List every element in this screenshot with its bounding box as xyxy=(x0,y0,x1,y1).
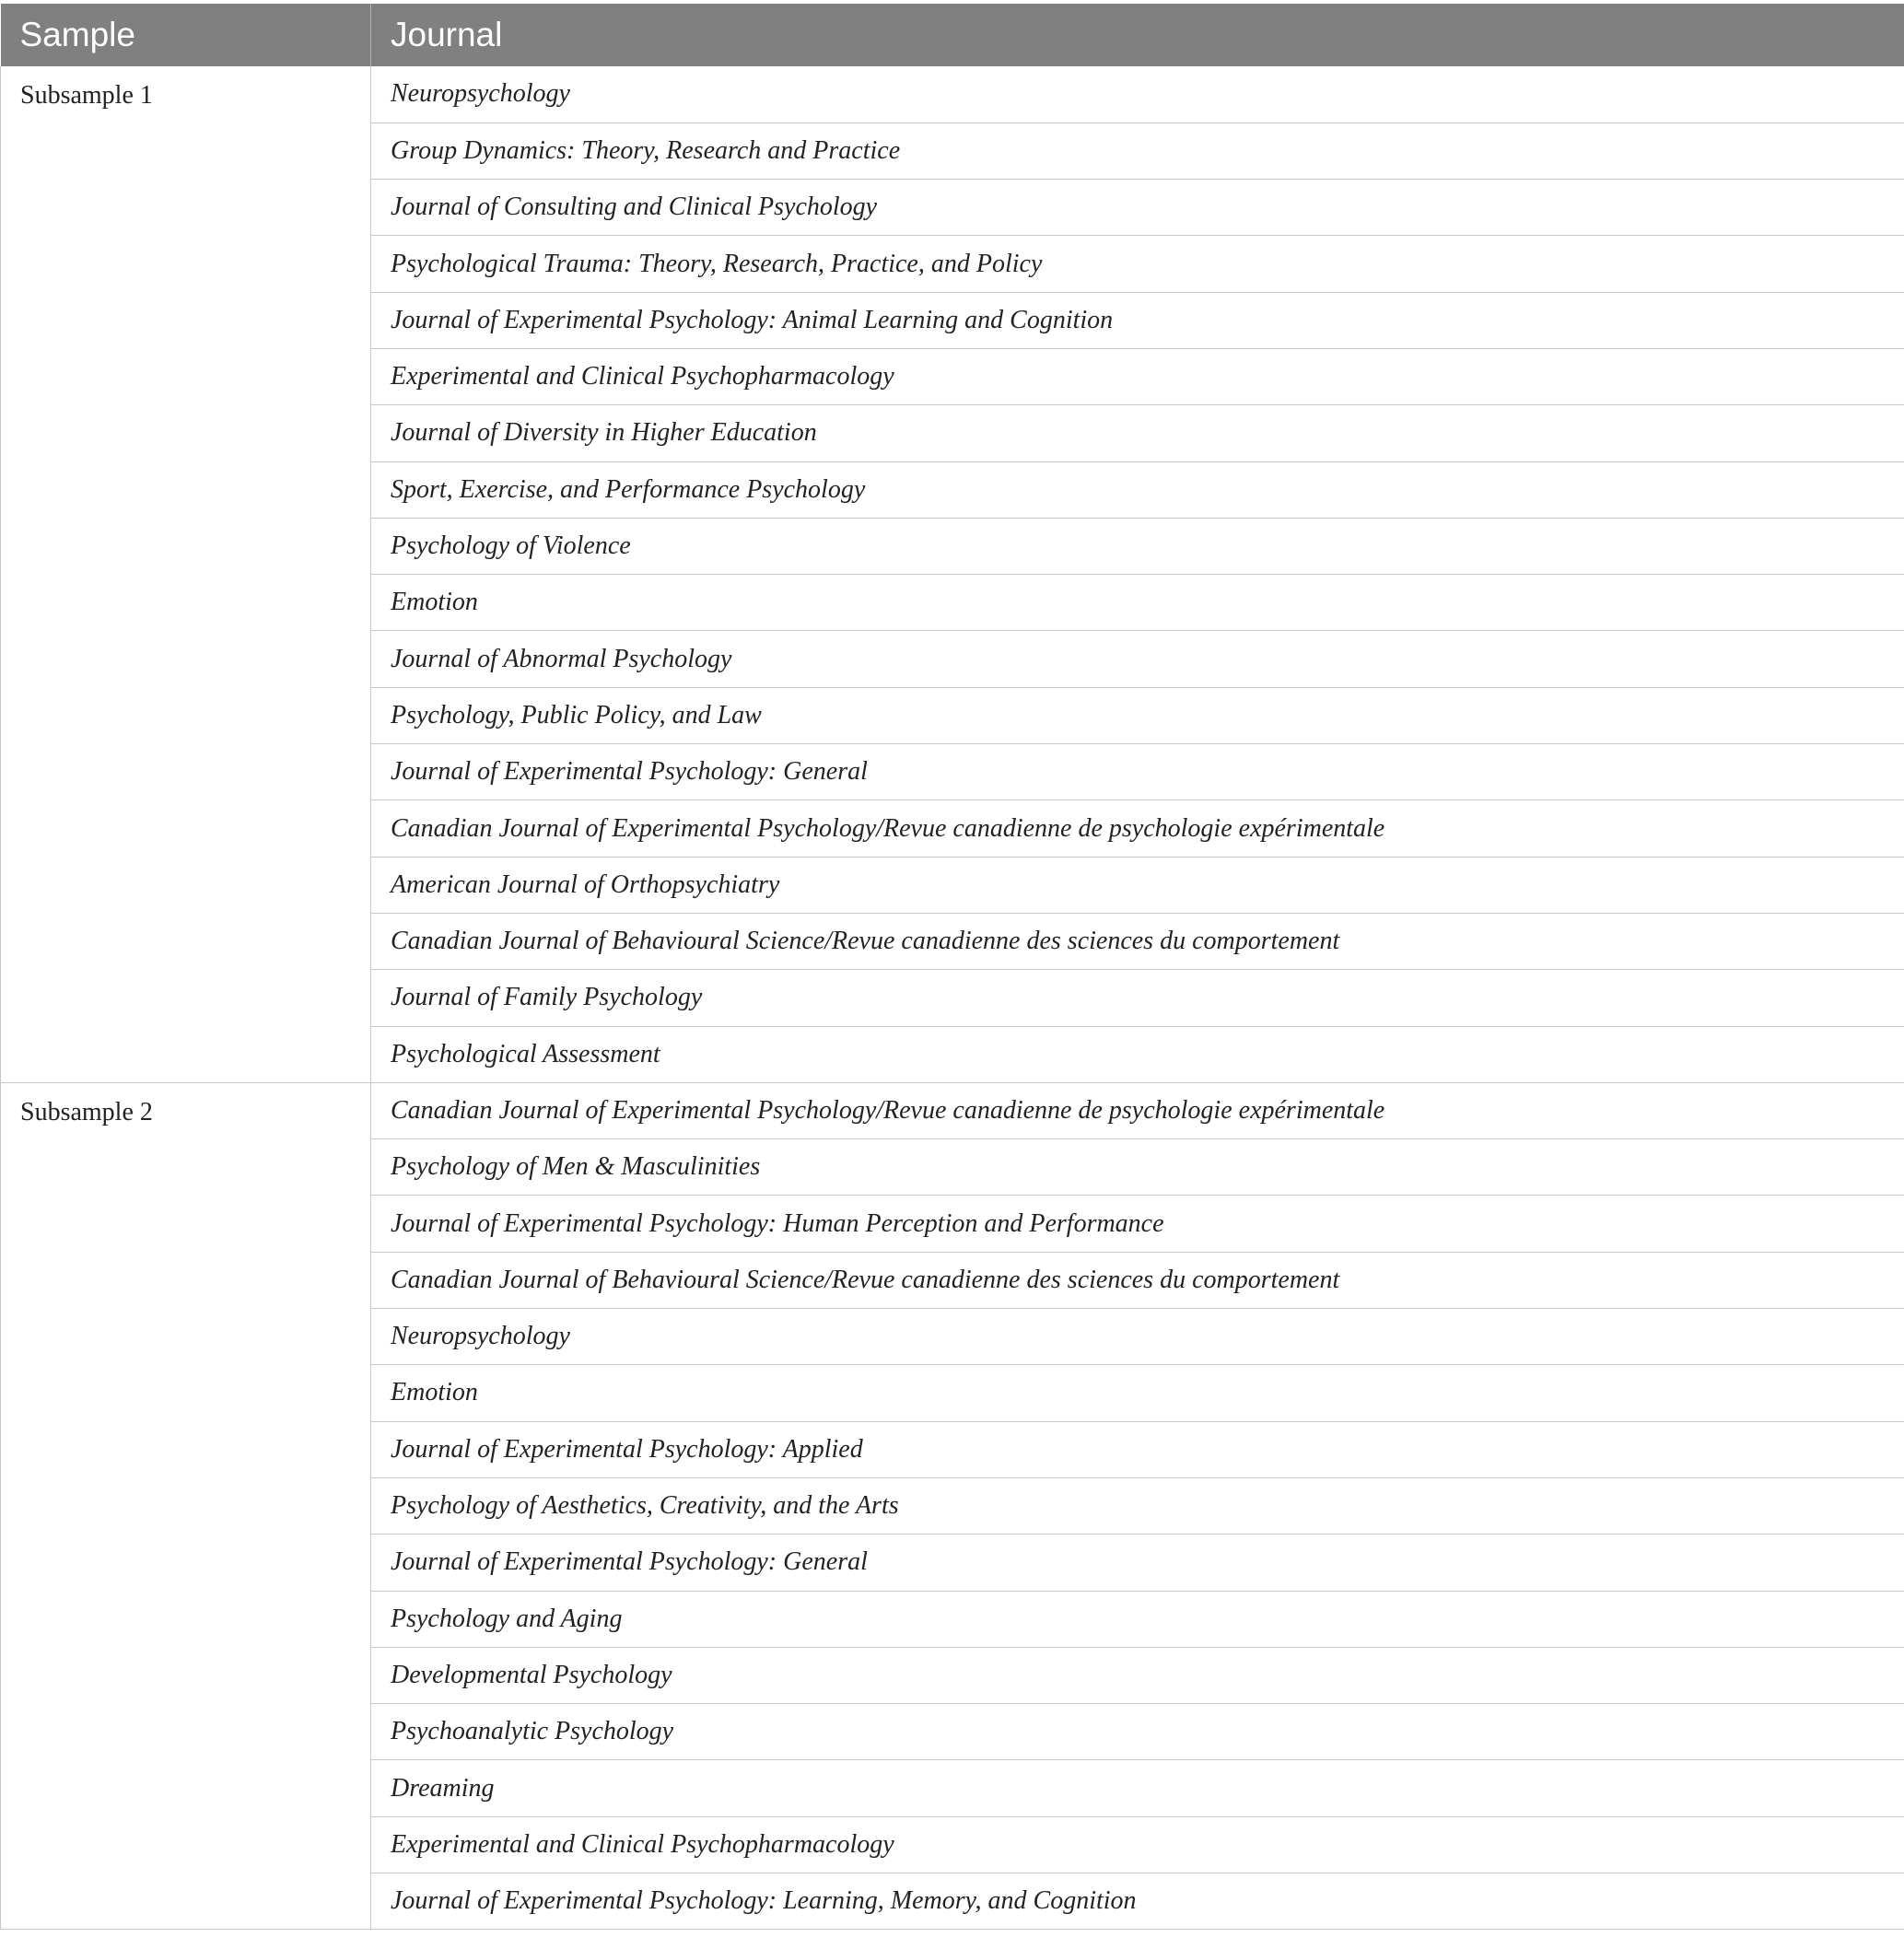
journal-cell: Experimental and Clinical Psychopharmacology xyxy=(371,1816,1904,1873)
journal-cell: Neuropsychology xyxy=(371,66,1904,123)
journal-cell: Psychoanalytic Psychology xyxy=(371,1704,1904,1760)
journal-cell: Psychology of Men & Masculinities xyxy=(371,1139,1904,1196)
table-header xyxy=(1,4,1904,66)
journal-cell: Emotion xyxy=(371,1365,1904,1421)
journal-cell: Journal of Diversity in Higher Education xyxy=(371,405,1904,461)
journal-cell: Psychology, Public Policy, and Law xyxy=(371,687,1904,743)
journal-cell: Canadian Journal of Behavioural Science/Revue canadienne des sciences du comportement xyxy=(371,913,1904,969)
column-header-sample: Sample xyxy=(1,4,371,66)
journal-table xyxy=(0,4,1904,1930)
sample-cell: Subsample 1 xyxy=(1,66,371,1082)
journal-table-container xyxy=(0,4,1904,1930)
journal-cell: Journal of Experimental Psychology: General xyxy=(371,1535,1904,1591)
journal-cell: American Journal of Orthopsychiatry xyxy=(371,857,1904,913)
journal-cell: Psychology of Aesthetics, Creativity, and the Arts xyxy=(371,1477,1904,1534)
journal-cell: Canadian Journal of Experimental Psychology/Revue canadienne de psychologie expérimentale xyxy=(371,1082,1904,1138)
journal-cell: Developmental Psychology xyxy=(371,1647,1904,1703)
header-row xyxy=(1,4,1904,66)
journal-cell: Journal of Experimental Psychology: General xyxy=(371,744,1904,800)
journal-cell: Journal of Family Psychology xyxy=(371,970,1904,1026)
table-row xyxy=(1,66,1904,123)
journal-cell: Dreaming xyxy=(371,1760,1904,1816)
journal-cell: Journal of Experimental Psychology: Animal Learning and Cognition xyxy=(371,292,1904,348)
journal-cell: Experimental and Clinical Psychopharmacology xyxy=(371,348,1904,404)
journal-cell: Canadian Journal of Experimental Psychology/Revue canadienne de psychologie expérimentale xyxy=(371,800,1904,857)
journal-cell: Neuropsychology xyxy=(371,1309,1904,1365)
journal-cell: Emotion xyxy=(371,575,1904,631)
journal-cell: Group Dynamics: Theory, Research and Practice xyxy=(371,123,1904,179)
journal-cell: Journal of Experimental Psychology: Applied xyxy=(371,1421,1904,1477)
sample-cell: Subsample 2 xyxy=(1,1082,371,1929)
journal-cell: Psychological Trauma: Theory, Research, Practice, and Policy xyxy=(371,236,1904,292)
journal-cell: Journal of Abnormal Psychology xyxy=(371,631,1904,687)
journal-cell: Journal of Experimental Psychology: Learning, Memory, and Cognition xyxy=(371,1873,1904,1930)
journal-cell: Journal of Consulting and Clinical Psychology xyxy=(371,180,1904,236)
journal-cell: Psychology of Violence xyxy=(371,518,1904,574)
journal-cell: Psychology and Aging xyxy=(371,1591,1904,1647)
journal-cell: Journal of Experimental Psychology: Human Perception and Performance xyxy=(371,1196,1904,1252)
table-row xyxy=(1,1082,1904,1138)
journal-cell: Sport, Exercise, and Performance Psychology xyxy=(371,461,1904,518)
table-body xyxy=(1,66,1904,1930)
column-header-journal: Journal xyxy=(371,4,1904,66)
journal-cell: Canadian Journal of Behavioural Science/Revue canadienne des sciences du comportement xyxy=(371,1252,1904,1308)
journal-cell: Psychological Assessment xyxy=(371,1026,1904,1082)
